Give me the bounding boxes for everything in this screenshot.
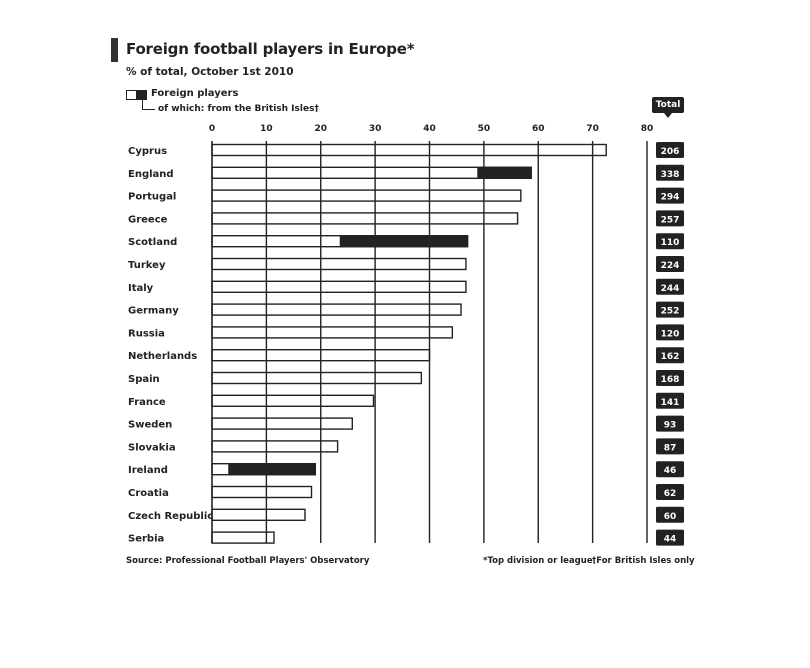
bar-foreign: [212, 373, 421, 384]
x-tick-label: 70: [586, 124, 599, 134]
total-value: 44: [663, 534, 677, 545]
total-value: 110: [660, 238, 680, 249]
total-value: 206: [660, 147, 680, 157]
chart-subtitle: % of total, October 1st 2010: [126, 66, 294, 78]
category-label: Portugal: [128, 191, 177, 203]
total-value: 62: [663, 489, 677, 499]
x-tick-label: 10: [260, 124, 273, 134]
bar-foreign: [212, 532, 274, 543]
category-label: Germany: [128, 305, 179, 317]
footnote-top-division: *Top division or league: [483, 556, 593, 566]
x-tick-label: 60: [531, 124, 545, 134]
bar-foreign: [212, 259, 466, 270]
category-label: Czech Republic: [128, 510, 214, 522]
total-value: 252: [660, 306, 680, 317]
category-label: Greece: [128, 214, 168, 226]
total-value: 46: [663, 466, 677, 477]
bar-foreign: [212, 509, 305, 520]
bar-british: [340, 236, 467, 247]
bar-foreign: [212, 190, 521, 201]
bar-foreign: [212, 213, 518, 224]
source-note: Source: Professional Football Players' Observatory: [126, 556, 370, 566]
category-label: England: [128, 168, 174, 180]
footnote-british-isles: †For British Isles only: [592, 556, 695, 566]
total-value: 294: [660, 192, 680, 203]
category-label: Croatia: [128, 488, 169, 499]
category-label: Spain: [128, 374, 160, 385]
total-value: 60: [663, 511, 677, 522]
category-label: France: [128, 396, 166, 408]
category-label: Italy: [128, 282, 154, 294]
bar-foreign: [212, 304, 461, 315]
category-label: Turkey: [128, 260, 166, 271]
category-label: Russia: [128, 328, 165, 340]
x-tick-label: 0: [208, 124, 216, 134]
bar-foreign: [212, 281, 466, 292]
x-tick-label: 20: [314, 124, 328, 134]
category-label: Scotland: [128, 237, 178, 249]
x-tick-label: 50: [477, 124, 491, 134]
legend-label-foreign: Foreign players: [151, 88, 239, 99]
total-value: 162: [660, 352, 680, 363]
total-value: 257: [660, 215, 680, 226]
category-label: Slovakia: [128, 442, 176, 454]
total-value: 168: [660, 375, 680, 385]
category-label: Netherlands: [128, 351, 198, 363]
total-value: 338: [660, 169, 680, 180]
bar-foreign: [212, 327, 452, 338]
bar-british: [478, 167, 531, 178]
category-label: Sweden: [128, 419, 173, 431]
bar-foreign: [212, 441, 338, 452]
bar-foreign: [212, 418, 352, 429]
total-value: 120: [660, 329, 680, 340]
total-value: 224: [660, 261, 680, 271]
bar-foreign: [212, 395, 373, 406]
total-value: 141: [660, 397, 680, 408]
total-value: 87: [663, 443, 677, 454]
x-tick-label: 40: [423, 124, 436, 134]
chart-title: Foreign football players in Europe*: [126, 40, 415, 58]
category-label: Cyprus: [128, 146, 168, 157]
category-label: Ireland: [128, 465, 168, 477]
category-label: Serbia: [128, 533, 165, 545]
total-value: 244: [660, 283, 680, 294]
bar-foreign: [212, 145, 606, 156]
total-value: 93: [663, 420, 677, 431]
bar-foreign: [212, 487, 312, 498]
bar-british: [229, 464, 315, 475]
legend-label-british: of which: from the British Isles†: [158, 104, 319, 114]
total-header-badge: Total: [652, 97, 684, 113]
x-tick-label: 30: [368, 124, 382, 134]
x-tick-label: 80: [640, 124, 654, 134]
